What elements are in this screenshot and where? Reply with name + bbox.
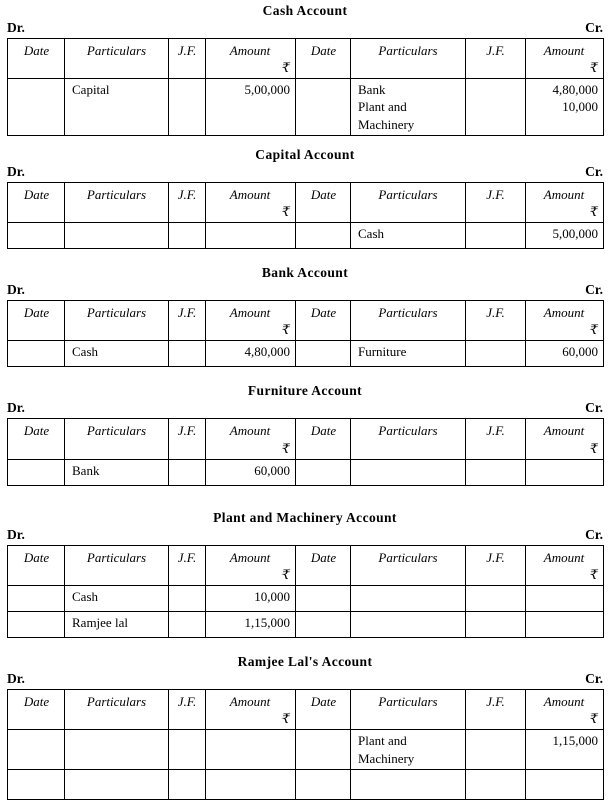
account-section-cash: [7, 3, 603, 136]
header-date-credit: Date: [296, 419, 351, 459]
amount-cell: 10,000: [206, 586, 296, 612]
amount-cell: [206, 769, 296, 799]
amount-cell: 5,00,000: [206, 79, 296, 135]
jf-cell: [169, 769, 206, 799]
header-row: [8, 182, 604, 222]
particulars-cell: [351, 459, 466, 485]
drcr-row: [7, 282, 603, 298]
header-row: [8, 301, 604, 341]
date-cell: [296, 459, 351, 485]
header-jf-credit: J.F.: [466, 301, 526, 341]
particulars-line: Machinery: [358, 116, 415, 132]
header-particulars-credit: Particulars: [351, 690, 466, 730]
header-particulars-debit: Particulars: [65, 39, 169, 79]
header-particulars-credit: Particulars: [351, 419, 466, 459]
amount-cell: 1,15,000: [526, 730, 604, 769]
header-row: [8, 545, 604, 585]
header-particulars-debit: Particulars: [65, 419, 169, 459]
amount-header-label: Amount: [229, 186, 271, 202]
dr-label: Dr.: [7, 400, 25, 416]
date-cell: [296, 79, 351, 135]
jf-cell: [466, 769, 526, 799]
jf-cell: [466, 341, 526, 367]
jf-cell: [169, 586, 206, 612]
cr-label: Cr.: [585, 671, 603, 687]
date-cell: [8, 730, 65, 769]
amount-header-label: Amount: [543, 43, 585, 58]
amount-line: 10,000: [562, 99, 598, 115]
particulars-cell: [351, 769, 466, 799]
rupee-symbol: ₹: [281, 440, 290, 456]
header-jf-credit: J.F.: [466, 39, 526, 79]
ledger-row: [8, 586, 604, 612]
header-date-credit: Date: [296, 182, 351, 222]
amount-cell: [526, 459, 604, 485]
header-jf-debit: J.F.: [169, 39, 206, 79]
account-title: Bank Account: [261, 265, 349, 281]
particulars-cell: Bank: [65, 459, 169, 485]
cr-label: Cr.: [585, 526, 603, 542]
account-title: Furniture Account: [247, 383, 363, 399]
ledger-row: [8, 79, 604, 135]
header-jf-debit: J.F.: [169, 545, 206, 585]
date-cell: [296, 730, 351, 769]
header-jf-credit: J.F.: [466, 690, 526, 730]
date-cell: [296, 341, 351, 367]
ledger-table: [7, 418, 604, 485]
rupee-symbol: ₹: [589, 440, 598, 456]
dr-label: Dr.: [7, 671, 25, 687]
rupee-symbol: ₹: [281, 566, 290, 582]
account-section-ramjee-lal: [7, 654, 603, 800]
header-particulars-debit: Particulars: [65, 545, 169, 585]
ledger-row: [8, 223, 604, 249]
dr-label: Dr.: [7, 526, 25, 542]
header-jf-debit: J.F.: [169, 419, 206, 459]
amount-cell: [526, 586, 604, 612]
amount-header-label: Amount: [229, 305, 271, 321]
rupee-symbol: ₹: [281, 711, 290, 727]
jf-cell: [169, 612, 206, 638]
header-amount-debit: [206, 545, 296, 585]
header-amount-credit: [526, 182, 604, 222]
particulars-cell: Cash: [65, 586, 169, 612]
dr-label: Dr.: [7, 163, 25, 179]
amount-header-label: Amount: [543, 305, 585, 321]
ledger-row: [8, 730, 604, 769]
amount-header-label: Amount: [229, 549, 271, 565]
header-amount-credit: [526, 545, 604, 585]
header-particulars-credit: Particulars: [351, 182, 466, 222]
amount-cell: 60,000: [206, 459, 296, 485]
amount-header-label: Amount: [543, 186, 585, 202]
amount-cell: [526, 79, 604, 135]
account-title: Cash Account: [262, 3, 348, 18]
amount-cell: 5,00,000: [526, 223, 604, 249]
header-particulars-credit: Particulars: [351, 301, 466, 341]
ledger-table: [7, 300, 604, 367]
jf-cell: [466, 459, 526, 485]
particulars-cell: Furniture: [351, 341, 466, 367]
header-particulars-debit: Particulars: [65, 301, 169, 341]
account-title: Capital Account: [255, 146, 355, 162]
date-cell: [296, 586, 351, 612]
particulars-cell: [351, 586, 466, 612]
ledger-table: [7, 38, 604, 136]
particulars-line: Machinery: [358, 750, 415, 766]
jf-cell: [466, 223, 526, 249]
date-cell: [8, 459, 65, 485]
amount-header-label: Amount: [543, 549, 585, 565]
particulars-cell: Cash: [65, 341, 169, 367]
date-cell: [296, 612, 351, 638]
particulars-line: Plant and: [358, 733, 407, 749]
header-date-credit: Date: [296, 545, 351, 585]
rupee-symbol: ₹: [589, 60, 598, 76]
ledger-row: [8, 341, 604, 367]
jf-cell: [466, 79, 526, 135]
account-section-capital: [7, 147, 603, 249]
ledger-table: [7, 545, 604, 638]
ledger-row: [8, 459, 604, 485]
ledger-table: [7, 689, 604, 800]
jf-cell: [169, 730, 206, 769]
particulars-cell: [65, 223, 169, 249]
header-amount-debit: [206, 301, 296, 341]
rupee-symbol: ₹: [281, 322, 290, 338]
header-amount-credit: [526, 419, 604, 459]
header-row: [8, 690, 604, 730]
particulars-line: Plant and: [358, 99, 407, 115]
jf-cell: [466, 730, 526, 769]
date-cell: [8, 341, 65, 367]
particulars-line: Bank: [358, 82, 386, 98]
particulars-cell: [351, 79, 466, 135]
ledger-row: [8, 612, 604, 638]
drcr-row: [7, 671, 603, 687]
account-section-plant-and-machinery: [7, 510, 603, 638]
cr-label: Cr.: [585, 282, 603, 298]
particulars-cell: Cash: [351, 223, 466, 249]
header-amount-credit: [526, 301, 604, 341]
amount-header-label: Amount: [229, 423, 271, 439]
amount-cell: [206, 223, 296, 249]
date-cell: [8, 223, 65, 249]
jf-cell: [466, 612, 526, 638]
drcr-row: [7, 164, 603, 180]
rupee-symbol: ₹: [589, 322, 598, 338]
date-cell: [8, 79, 65, 135]
header-amount-debit: [206, 419, 296, 459]
header-row: [8, 39, 604, 79]
jf-cell: [169, 79, 206, 135]
header-jf-credit: J.F.: [466, 419, 526, 459]
rupee-symbol: ₹: [281, 60, 290, 76]
header-jf-credit: J.F.: [466, 545, 526, 585]
jf-cell: [466, 586, 526, 612]
header-date-debit: Date: [8, 419, 65, 459]
ledger-row: [8, 769, 604, 799]
account-section-bank: [7, 265, 603, 367]
amount-header-label: Amount: [543, 423, 585, 439]
header-date-credit: Date: [296, 301, 351, 341]
header-particulars-credit: Particulars: [351, 39, 466, 79]
dr-label: Dr.: [7, 282, 25, 298]
header-date-credit: Date: [296, 690, 351, 730]
amount-cell: 4,80,000: [206, 341, 296, 367]
ledger-table: [7, 182, 604, 249]
amount-header-label: Amount: [229, 694, 271, 710]
date-cell: [296, 769, 351, 799]
rupee-symbol: ₹: [281, 203, 290, 219]
header-particulars-debit: Particulars: [65, 690, 169, 730]
header-date-debit: Date: [8, 545, 65, 585]
account-title: Plant and Machinery Account: [213, 509, 397, 525]
amount-header-label: Amount: [229, 43, 271, 58]
account-section-furniture: [7, 383, 603, 485]
header-date-debit: Date: [8, 182, 65, 222]
date-cell: [8, 586, 65, 612]
particulars-cell: Ramjee lal: [65, 612, 169, 638]
amount-cell: 60,000: [526, 341, 604, 367]
amount-cell: 1,15,000: [206, 612, 296, 638]
header-date-debit: Date: [8, 39, 65, 79]
particulars-cell: Capital: [65, 79, 169, 135]
amount-header-label: Amount: [543, 694, 585, 710]
header-particulars-debit: Particulars: [65, 182, 169, 222]
drcr-row: [7, 527, 603, 543]
jf-cell: [169, 459, 206, 485]
cr-label: Cr.: [585, 20, 603, 35]
particulars-cell: [65, 730, 169, 769]
date-cell: [296, 223, 351, 249]
header-jf-debit: J.F.: [169, 301, 206, 341]
header-jf-debit: J.F.: [169, 182, 206, 222]
header-amount-credit: [526, 39, 604, 79]
cr-label: Cr.: [585, 400, 603, 416]
header-date-debit: Date: [8, 690, 65, 730]
header-jf-debit: J.F.: [169, 690, 206, 730]
rupee-symbol: ₹: [589, 711, 598, 727]
particulars-cell: [351, 612, 466, 638]
amount-cell: [526, 612, 604, 638]
jf-cell: [169, 341, 206, 367]
amount-cell: [526, 769, 604, 799]
date-cell: [8, 769, 65, 799]
header-date-credit: Date: [296, 39, 351, 79]
drcr-row: [7, 400, 603, 416]
rupee-symbol: ₹: [589, 566, 598, 582]
particulars-cell: [351, 730, 466, 769]
header-particulars-credit: Particulars: [351, 545, 466, 585]
header-amount-debit: [206, 182, 296, 222]
dr-label: Dr.: [7, 20, 25, 35]
account-title: Ramjee Lal's Account: [237, 654, 373, 670]
amount-cell: [206, 730, 296, 769]
header-date-debit: Date: [8, 301, 65, 341]
date-cell: [8, 612, 65, 638]
header-row: [8, 419, 604, 459]
cr-label: Cr.: [585, 163, 603, 179]
particulars-cell: [65, 769, 169, 799]
jf-cell: [169, 223, 206, 249]
header-amount-debit: [206, 690, 296, 730]
rupee-symbol: ₹: [589, 203, 598, 219]
header-jf-credit: J.F.: [466, 182, 526, 222]
header-amount-debit: [206, 39, 296, 79]
header-amount-credit: [526, 690, 604, 730]
amount-line: 4,80,000: [552, 82, 598, 98]
drcr-row: [7, 20, 603, 36]
